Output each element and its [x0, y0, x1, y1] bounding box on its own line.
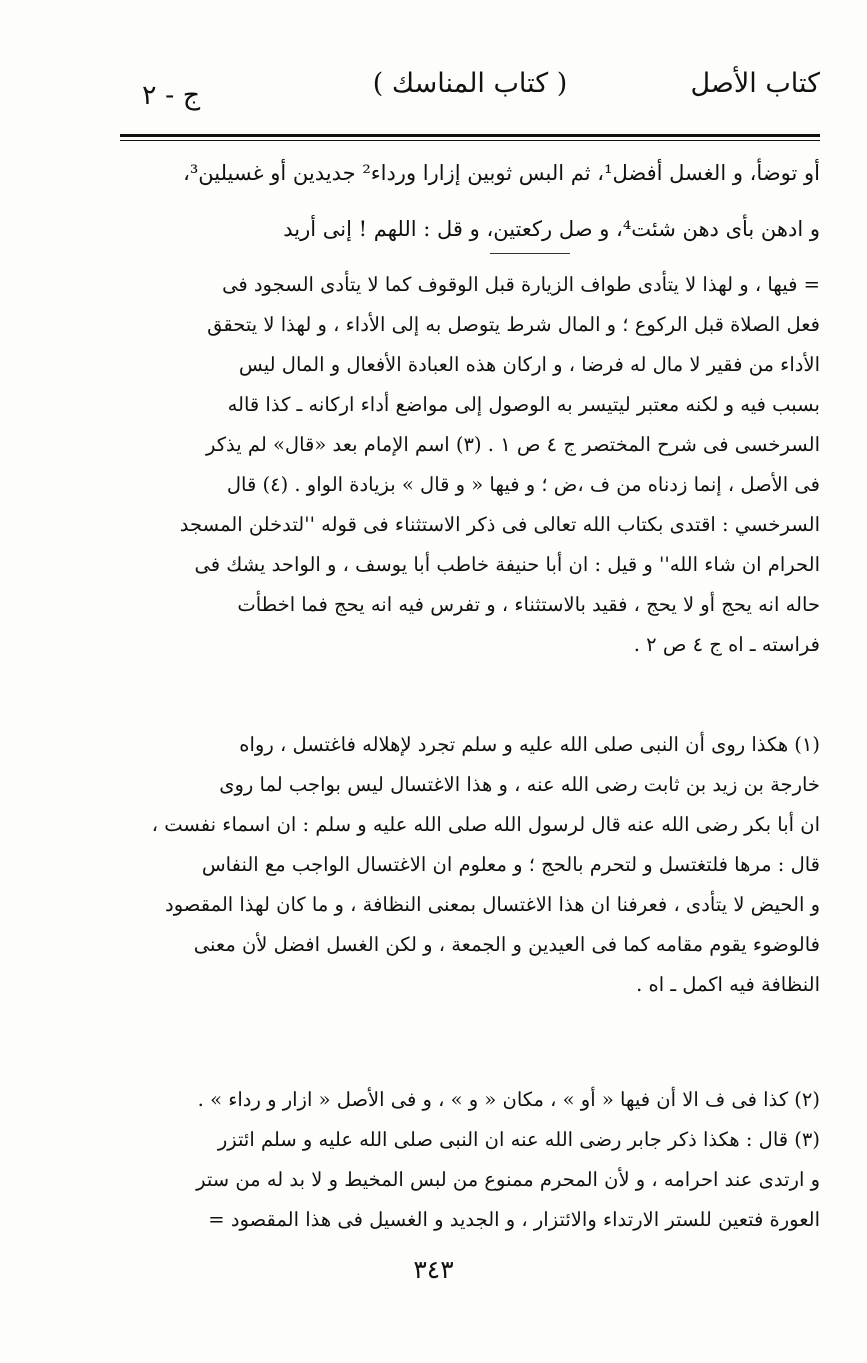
chapter-title: ( كتاب المناسك )	[372, 68, 568, 99]
note-line: = فيها ، و لهذا لا يتأدى طواف الزيارة قبل الوقوف كما لا يتأدى السجود فى	[222, 273, 820, 296]
footnote-line: فالوضوء يقوم مقامه كما فى العيدين و الجمعة ، و لكن الغسل افضل لأن معنى	[193, 933, 820, 956]
note-line: السرخسى فى شرح المختصر ج ٤ ص ١ . (٣) اسم الإمام بعد «قال» لم يذكر	[205, 433, 820, 456]
main-text-line: و ادهن بأى دهن شئت⁴، و صل ركعتين، و قل : اللهم ! إنى أريد	[283, 217, 820, 241]
footnote-line: و ارتدى عند احرامه ، و لأن المحرم ممنوع من لبس المخيط و لا بد له من ستر	[196, 1168, 820, 1191]
footnote-1	[120, 725, 820, 1005]
note-line: الأداء من فقير لا مال له فرضا ، و اركان هذه العبادة الأفعال و المال ليس	[238, 353, 820, 376]
footnote-line: ان أبا بكر رضى الله عنه قال لرسول الله صلى الله عليه و سلم : ان اسماء نفست ،	[151, 813, 820, 836]
header-rule-thin	[120, 140, 820, 141]
note-line: الحرام ان شاء الله'' و قيل : ان أبا حنيفة خاطب أبا يوسف ، و الواحد يشك فى	[194, 553, 820, 576]
footnote-line: النظافة فيه اكمل ـ اه .	[636, 973, 820, 996]
continued-footnote	[120, 265, 820, 665]
note-line: فى الأصل ، إنما زدناه من ف ،ض ؛ و فيها « و قال » بزيادة الواو . (٤) قال	[226, 473, 820, 496]
note-line: السرخسي : اقتدى بكتاب الله تعالى فى ذكر الاستثناء فى قوله ''لتدخلن المسجد	[179, 513, 820, 536]
footnote-separator	[490, 253, 570, 254]
note-line: بسبب فيه و لكنه معتبر ليتيسر به الوصول إلى مواضع أداء اركانه ـ كذا قاله	[227, 393, 820, 416]
book-title: كتاب الأصل	[690, 68, 820, 99]
main-text-line: أو توضأ، و الغسل أفضل¹، ثم البس ثوبين إزارا ورداء² جديدين أو غسيلين³،	[183, 161, 820, 185]
footnote-line: (٢) كذا فى ف الا أن فيها « أو » ، مكان « و » ، و فى الأصل « ازار و رداء » .	[197, 1088, 820, 1111]
footnote-line: و الحيض لا يتأدى ، فعرفنا ان هذا الاغتسال بمعنى النظافة ، و ما كان لهذا المقصود	[165, 893, 820, 916]
footnote-2	[120, 1080, 820, 1120]
footnote-line: قال : مرها فلتغتسل و لتحرم بالحج ؛ و معلوم ان الاغتسال الواجب مع النفاس	[201, 853, 820, 876]
running-header	[120, 62, 820, 122]
note-line: فعل الصلاة قبل الركوع ؛ و المال شرط يتوصل به إلى الأداء ، و لهذا لا يتحقق	[207, 313, 820, 336]
volume-indicator: ج - ٢	[142, 80, 201, 111]
main-text	[120, 145, 820, 257]
footnote-line: (٣) قال : هكذا ذكر جابر رضى الله عنه ان النبى صلى الله عليه و سلم ائتزر	[217, 1128, 820, 1151]
footnote-line: خارجة بن زيد بن ثابت رضى الله عنه ، و هذا الاغتسال ليس بواجب لما روى	[219, 773, 820, 796]
note-line: حاله انه يحج أو لا يحج ، فقيد بالاستثناء ، و تفرس فيه انه يحج فما اخطأت	[237, 593, 820, 616]
note-line: فراسته ـ اه ج ٤ ص ٢ .	[633, 633, 820, 656]
footnote-3	[120, 1120, 820, 1240]
header-rule-thick	[120, 134, 820, 137]
footnote-line: العورة فتعين للستر الارتداء والائتزار ، و الجديد و الغسيل فى هذا المقصود =	[208, 1208, 820, 1231]
page-number: ٣٤٣	[413, 1255, 454, 1284]
footnote-line: (١) هكذا روى أن النبى صلى الله عليه و سلم تجرد لإهلاله فاغتسل ، رواه	[239, 733, 820, 756]
